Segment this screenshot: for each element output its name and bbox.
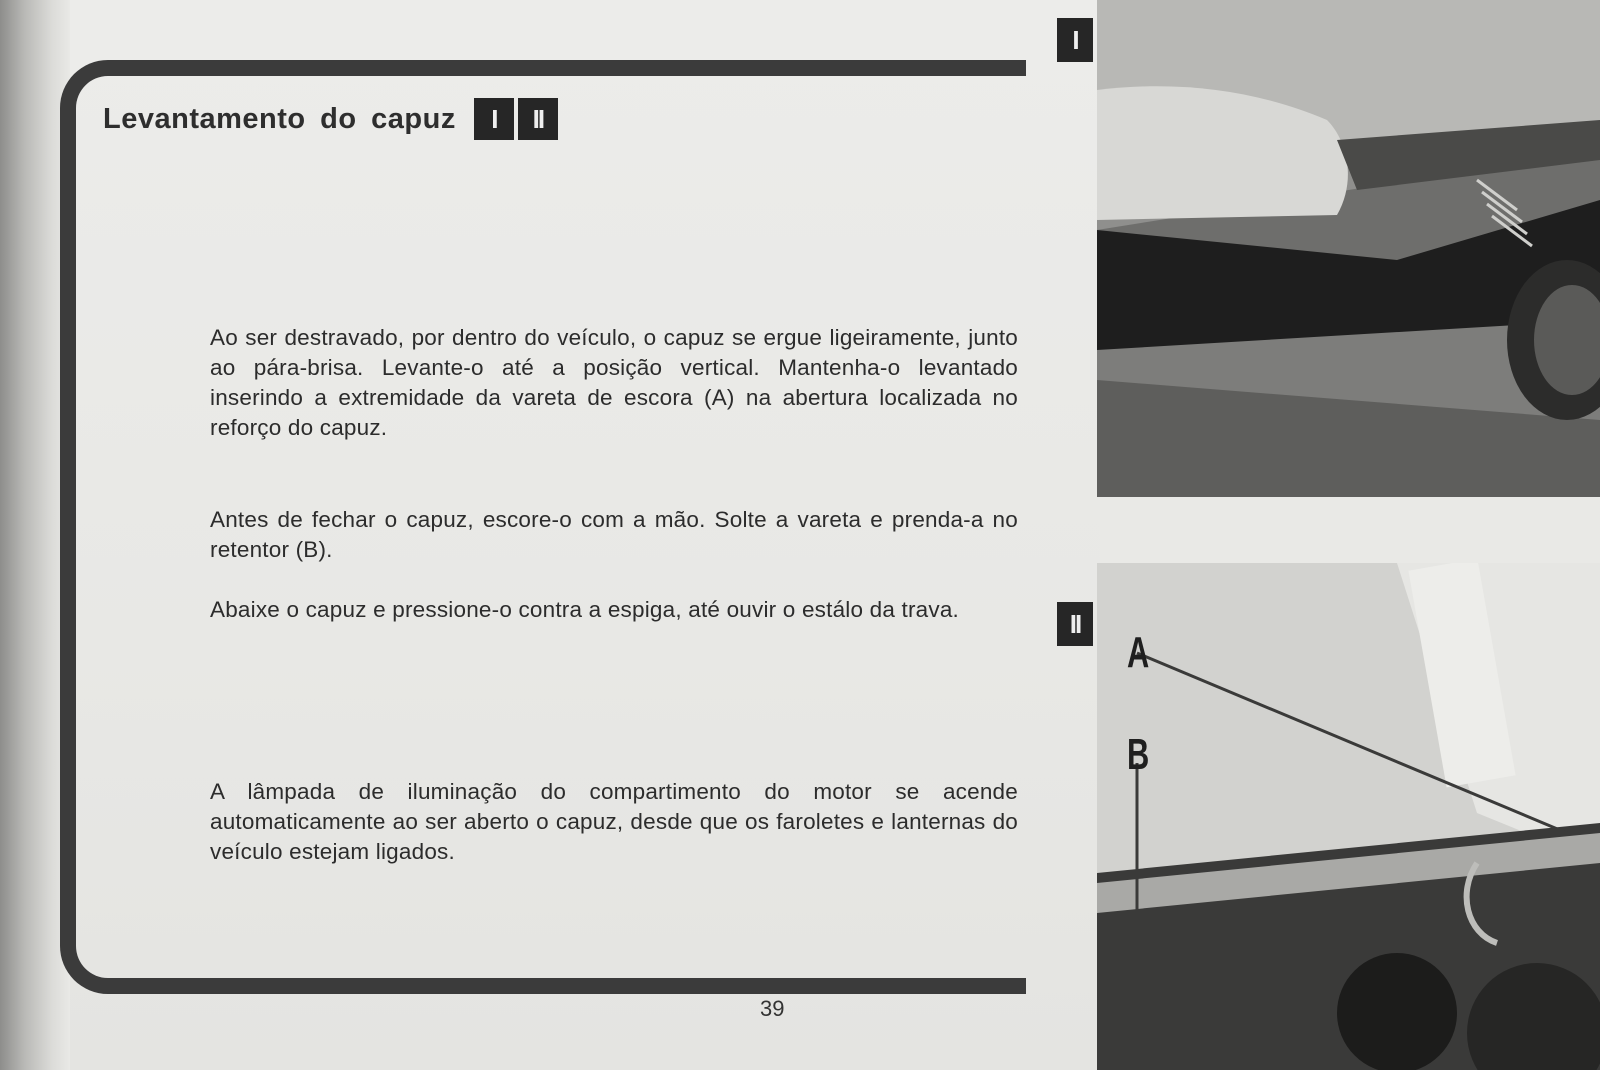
- paragraph-engine-lamp: A lâmpada de iluminação do compartimento do motor se acende automaticamente ao ser aberto o capuz, desde que os faroletes e lanternas do veículo estejam ligados.: [210, 779, 1018, 864]
- page-number: 39: [760, 996, 785, 1021]
- figure-badge-i: I: [474, 98, 514, 140]
- hood-release-photo: [1097, 0, 1600, 497]
- figure-badges: [474, 98, 558, 140]
- callout-b: B: [1127, 730, 1150, 779]
- photo-marker-ii: II: [1057, 602, 1093, 646]
- frame-bottom-border: [60, 910, 1026, 994]
- callout-a: A: [1127, 628, 1150, 677]
- bleed-through: [110, 228, 910, 258]
- paragraph-hood-release: Ao ser destravado, por dentro do veículo, o capuz se ergue ligeiramente, junto ao pára-brisa. Levante-o até a posição vertical. Mantenha-o levantado inserindo a extremidade da vareta de escora (A) na abertura localizada no reforço do capuz.: [210, 325, 1018, 440]
- figure-badge-ii: II: [518, 98, 558, 140]
- hood-prop-rod-photo: [1097, 563, 1600, 1070]
- photo-marker-i: I: [1057, 18, 1093, 62]
- paragraph-latch: Abaixe o capuz e pressione-o contra a espiga, até ouvir o estálo da trava.: [210, 597, 959, 622]
- section-title: Levantamento do capuz: [103, 102, 456, 135]
- paragraph-closing-hood: Antes de fechar o capuz, escore-o com a mão. Solte a vareta e prenda-a no retentor (B).: [210, 507, 1018, 562]
- section-header: [103, 98, 558, 140]
- hood-prop-rod-illustration: [1097, 563, 1600, 1070]
- hood-release-illustration: [1097, 0, 1600, 497]
- frame-left-border: [60, 130, 76, 920]
